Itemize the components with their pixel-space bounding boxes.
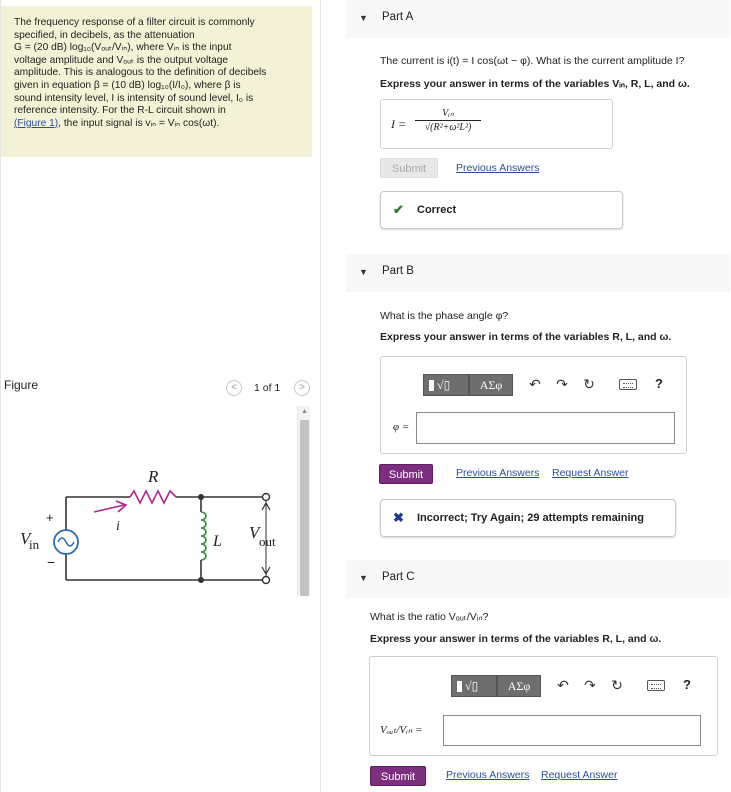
output-terminal-top [263,494,270,501]
vin-label: V [20,529,31,548]
reset-icon[interactable]: ↻ [611,677,623,693]
part-b-header[interactable] [346,254,730,292]
part-c-instruction [370,633,661,645]
vout-subscript: out [259,534,276,549]
phase-angle-input[interactable] [416,412,675,444]
collapse-triangle-icon[interactable]: ▼ [359,573,368,583]
part-c-math-toolbar [451,675,701,697]
current-label: i [116,519,120,534]
undo-icon[interactable]: ↶ [557,677,569,693]
figure-label: Figure [4,378,39,392]
part-c-submit-button[interactable]: Submit [370,766,426,786]
part-a-question: The current is i(t) = I cos(ωt − φ). What is the current amplitude I? [380,55,685,67]
intro-line: reference intensity. For the R-L circuit shown in [14,105,226,117]
incorrect-x-icon: ✖ [393,510,404,525]
figure-pager-text: 1 of 1 [254,382,281,394]
voltage-ratio-input[interactable] [443,715,701,746]
intro-line: given in equation β = (10 dB) log₁₀(I/I₀), where β is [14,79,241,91]
output-terminal-bottom [263,577,270,584]
part-a-previous-answers-link[interactable]: Previous Answers [456,162,540,174]
part-c-title: Part C [382,571,415,583]
intro-line: specified, in decibels, as the attenuation [14,29,195,41]
junction-dot [198,494,204,500]
part-b-math-toolbar [423,374,673,396]
redo-icon[interactable]: ↷ [584,677,596,693]
keyboard-icon[interactable] [647,680,665,691]
part-c-previous-answers-link[interactable]: Previous Answers [446,769,530,781]
part-c-header[interactable] [346,560,730,598]
problem-intro [1,6,312,157]
part-a-submit-button[interactable]: Submit [380,158,438,178]
intro-line: voltage amplitude and Vₒᵤₜ is the output voltage [14,54,229,66]
figure-prev-button[interactable]: < [226,380,242,396]
rl-circuit-figure [0,455,296,595]
templates-button[interactable] [451,675,497,697]
pane-divider [320,0,321,792]
part-c-question: What is the ratio Vₒᵤₜ/Vᵢₙ? [370,611,489,623]
scroll-up-icon[interactable]: ▲ [301,408,308,415]
part-a-title: Part A [382,11,414,23]
intro-line-last [14,118,302,131]
part-c-answer-label: Vₒᵤₜ/Vᵢₙ = [380,724,423,736]
redo-icon[interactable]: ↷ [556,376,568,392]
part-b-question: What is the phase angle φ? [380,310,509,322]
intro-line: The frequency response of a filter circuit is commonly [14,17,255,28]
scroll-thumb[interactable] [300,420,309,596]
vin-subscript: in [29,537,40,552]
resistor-symbol [130,491,176,503]
figure-1-link[interactable]: (Figure 1) [14,117,59,129]
help-button[interactable]: ? [683,677,691,692]
part-a-feedback [380,191,623,229]
collapse-triangle-icon[interactable]: ▼ [359,13,368,23]
part-a-instruction [380,78,690,90]
figure-next-button[interactable]: > [294,380,310,396]
part-b-submit-button[interactable]: Submit [379,464,433,484]
junction-dot [198,577,204,583]
collapse-triangle-icon[interactable]: ▼ [359,267,368,277]
greek-symbols-button[interactable]: ΑΣφ [469,374,513,396]
vout-label: V [249,523,260,542]
part-a-header[interactable] [346,0,730,38]
checkmark-icon: ✔ [393,202,404,217]
part-a-instruction-text: Express your answer in terms of the variables Vᵢₙ, R, L, and ω. [380,78,690,90]
inductor-symbol [201,512,206,560]
resistor-label: R [148,467,159,486]
part-c-instruction-text: Express your answer in terms of the variables R, L, and ω. [370,633,662,645]
part-a-answer-fraction [415,108,481,133]
part-b-previous-answers-link[interactable]: Previous Answers [456,467,540,479]
intro-line: amplitude. This is analogous to the definition of decibels [14,67,267,79]
part-a-feedback-text: Correct [417,204,457,216]
source-minus-sign: − [47,554,56,570]
source-plus-sign: + [46,510,54,525]
reset-icon[interactable]: ↻ [583,376,595,392]
intro-line-rest: , the input signal is vᵢₙ = Vᵢₙ cos(ωt). [58,117,220,129]
part-b-answer-label: φ = [393,421,410,433]
part-b-request-answer-link[interactable]: Request Answer [552,467,629,479]
part-a-answer-box [380,99,613,149]
part-a-answer-numerator: Vᵢₙ [415,108,481,121]
keyboard-icon[interactable] [619,379,637,390]
part-a-answer-label: I = [391,117,407,131]
figure-scrollbar[interactable] [297,406,310,596]
help-button[interactable]: ? [655,376,663,391]
part-a-answer-denominator: √(R²+ω²L²) [424,122,472,133]
part-b-instruction [380,331,671,343]
inductor-label: L [213,533,222,550]
part-c-request-answer-link[interactable]: Request Answer [541,769,618,781]
sqrt-template-icon: √▯ [437,378,451,392]
intro-line: G = (20 dB) log₁₀(Vₒᵤₜ/Vᵢₙ), where Vᵢₙ is the input [14,42,232,54]
template-block-icon [429,380,434,391]
part-b-feedback-text: Incorrect; Try Again; 29 attempts remaining [417,512,644,524]
undo-icon[interactable]: ↶ [529,376,541,392]
intro-line: sound intensity level, I is intensity of sound level, I₀ is [14,92,254,104]
greek-symbols-button[interactable]: ΑΣφ [497,675,541,697]
part-b-title: Part B [382,265,414,277]
part-b-instruction-text: Express your answer in terms of the variables R, L, and ω. [380,331,672,343]
part-b-answer-box [380,356,687,454]
part-c-answer-box [369,656,718,756]
templates-button[interactable] [423,374,469,396]
sqrt-template-icon: √▯ [465,679,479,693]
template-block-icon [457,681,462,692]
part-b-feedback [380,499,676,537]
